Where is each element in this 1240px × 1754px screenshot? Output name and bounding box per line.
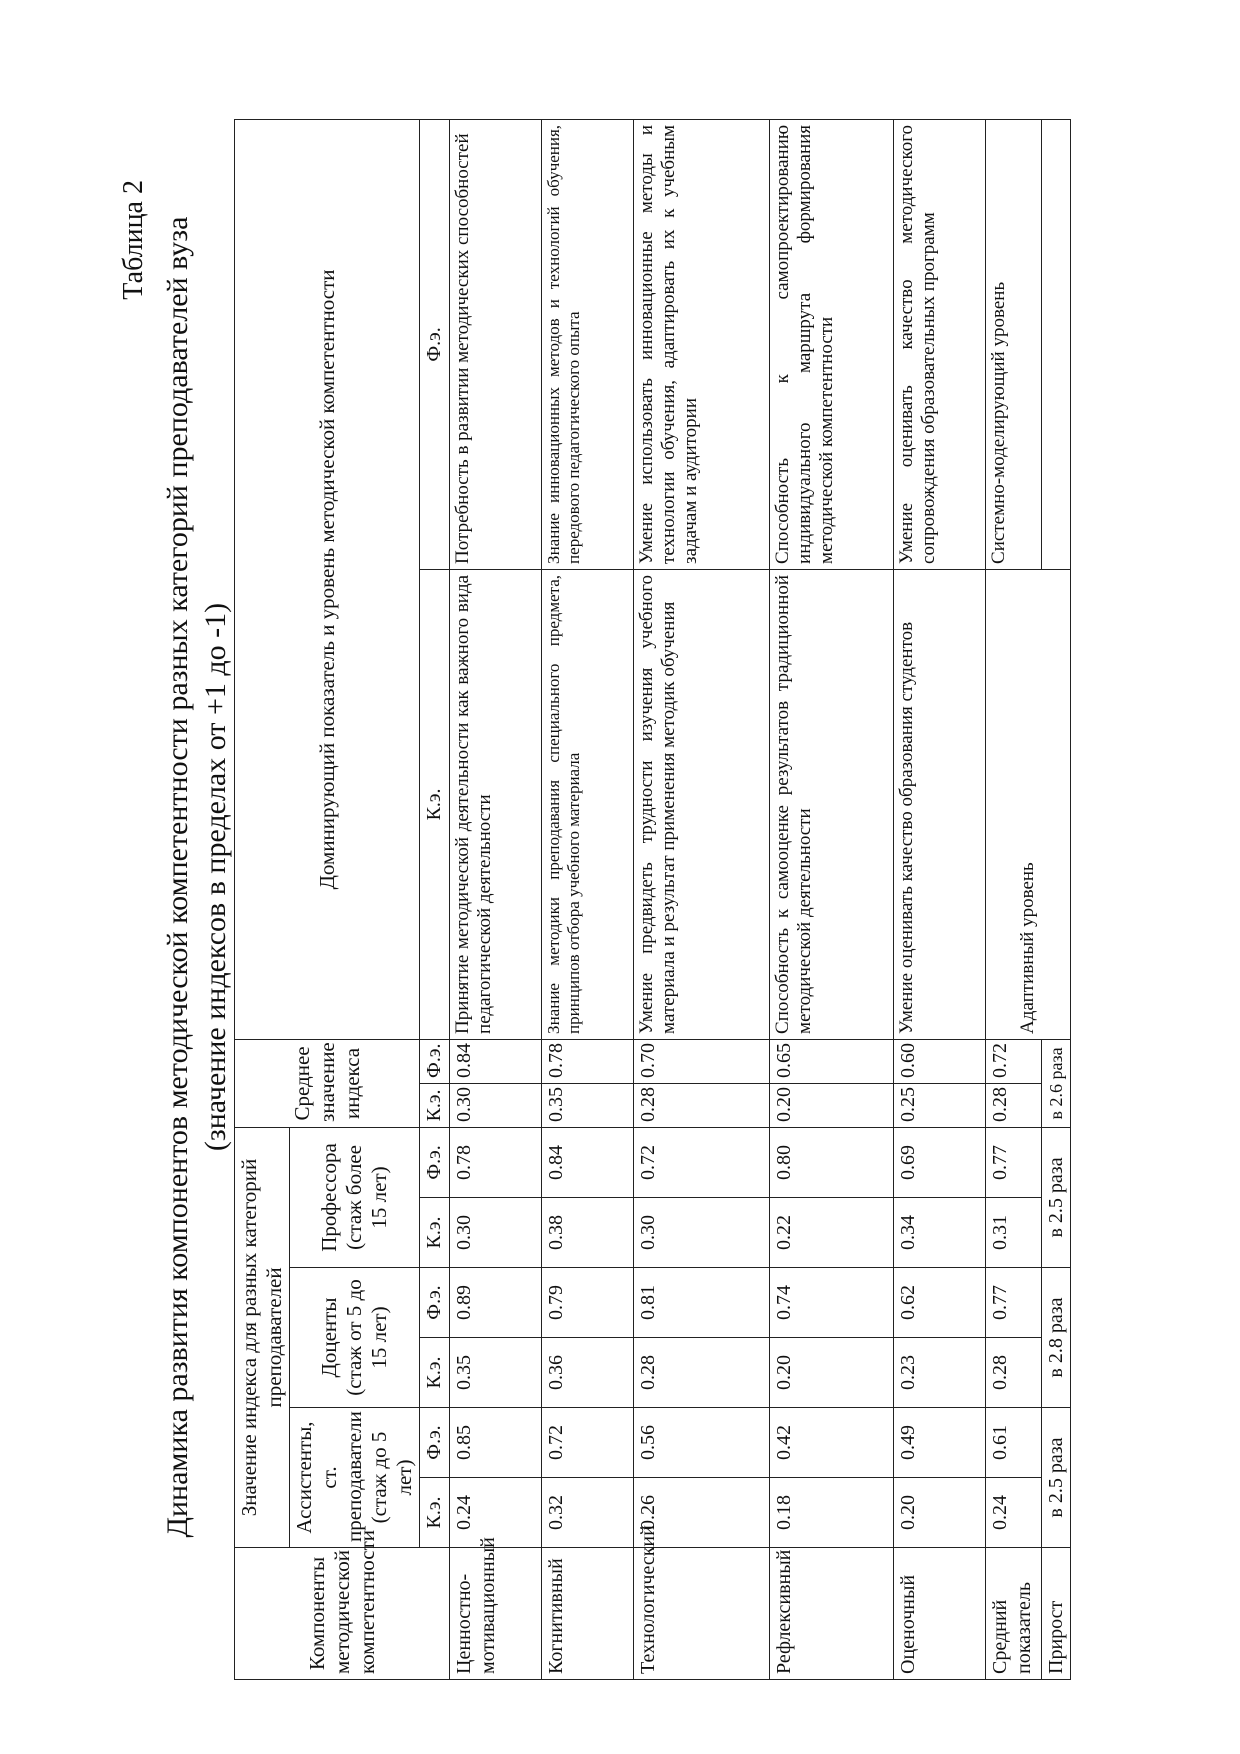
value-cell: 0.84 — [450, 1039, 542, 1083]
value-cell: 0.31 — [986, 1198, 1042, 1268]
ke-description: Адаптивный уровень — [986, 569, 1071, 1039]
header-dominant: Доминирующий показатель и уровень методической компетентности — [235, 119, 420, 1039]
table-row — [986, 119, 1042, 1679]
header-components: Компоненты методической компетентности — [235, 1548, 450, 1680]
value-cell: 0.77 — [986, 1268, 1042, 1338]
value-cell: 0.79 — [542, 1268, 634, 1338]
ke-description: Знание методики преподавания специального предмета, принципов отбора учебного материала — [542, 569, 634, 1039]
ke-description: Способность к самооценке результатов традиционной методической деятельности — [770, 569, 894, 1039]
header-fe: Ф.э. — [420, 1408, 450, 1478]
fe-description: Умение использовать инновационные методы и технологии обучения, адаптировать их к учебным задачам и аудитории — [634, 119, 770, 569]
value-cell: 0.38 — [542, 1198, 634, 1268]
table-row — [894, 119, 986, 1679]
value-cell: 0.20 — [770, 1338, 894, 1408]
table-row — [542, 119, 634, 1679]
header-professors: Профессора (стаж более 15 лет) — [290, 1127, 420, 1267]
value-cell: 0.56 — [634, 1408, 770, 1478]
growth-professors: в 2.5 раза — [1042, 1127, 1071, 1267]
value-cell: 0.49 — [894, 1408, 986, 1478]
component-name: Ценностно-мотивационный — [450, 1548, 542, 1680]
competence-table — [234, 119, 1071, 1680]
component-name: Рефлексивный — [770, 1548, 894, 1680]
growth-average: в 2.6 раза — [1042, 1039, 1071, 1127]
header-ke: К.э. — [420, 1198, 450, 1268]
header-docents: Доценты (стаж от 5 до 15 лет) — [290, 1268, 420, 1408]
ke-description: Умение предвидеть трудности изучения учебного материала и результат применения методик обучения — [634, 569, 770, 1039]
header-ke: К.э. — [420, 1338, 450, 1408]
value-cell: 0.72 — [542, 1408, 634, 1478]
value-cell: 0.30 — [450, 1083, 542, 1127]
value-cell: 0.72 — [634, 1127, 770, 1197]
growth-label: Прирост — [1042, 1548, 1071, 1680]
header-assistants: Ассистенты, ст. преподаватели (стаж до 5 лет) — [290, 1408, 420, 1548]
ke-description: Принятие методической деятельности как важного вида педагогической деятельности — [450, 569, 542, 1039]
component-name: Технологический — [634, 1548, 770, 1680]
header-row-1 — [235, 119, 290, 1679]
table-title: Динамика развития компонентов методической компетентности разных категорий преподавателей вуза — [161, 216, 194, 1538]
value-cell: 0.36 — [542, 1338, 634, 1408]
growth-empty-cell — [1042, 119, 1071, 569]
fe-description: Системно-моделирующий уровень — [986, 119, 1042, 569]
value-cell: 0.35 — [450, 1338, 542, 1408]
value-cell: 0.20 — [894, 1478, 986, 1548]
value-cell: 0.60 — [894, 1039, 986, 1083]
component-name: Когнитивный — [542, 1548, 634, 1680]
header-fe: Ф.э. — [420, 119, 450, 569]
fe-description: Потребность в развитии методических способностей — [450, 119, 542, 569]
value-cell: 0.22 — [770, 1198, 894, 1268]
value-cell: 0.28 — [634, 1083, 770, 1127]
table-row — [634, 119, 770, 1679]
value-cell: 0.26 — [634, 1478, 770, 1548]
value-cell: 0.20 — [770, 1083, 894, 1127]
fe-description: Умение оценивать качество методического сопровождения образовательных программ — [894, 119, 986, 569]
header-ke: К.э. — [420, 1083, 450, 1127]
fe-description: Способность к самопроектированию индивидуального маршрута формирования методической компетентности — [770, 119, 894, 569]
value-cell: 0.28 — [986, 1083, 1042, 1127]
value-cell: 0.74 — [770, 1268, 894, 1338]
table-row — [770, 119, 894, 1679]
header-row-3 — [420, 119, 450, 1679]
component-name: Средний показатель — [986, 1548, 1042, 1680]
value-cell: 0.70 — [634, 1039, 770, 1083]
value-cell: 0.24 — [450, 1478, 542, 1548]
value-cell: 0.30 — [634, 1198, 770, 1268]
value-cell: 0.78 — [450, 1127, 542, 1197]
table-row — [450, 119, 542, 1679]
value-cell: 0.42 — [770, 1408, 894, 1478]
value-cell: 0.89 — [450, 1268, 542, 1338]
value-cell: 0.28 — [634, 1338, 770, 1408]
table-subtitle: (значение индексов в пределах от +1 до -1) — [199, 602, 232, 1152]
header-average: Среднее значение индекса — [235, 1039, 420, 1127]
header-ke: К.э. — [420, 1478, 450, 1548]
header-fe: Ф.э. — [420, 1039, 450, 1083]
value-cell: 0.35 — [542, 1083, 634, 1127]
growth-docents: в 2.8 раза — [1042, 1268, 1071, 1408]
value-cell: 0.25 — [894, 1083, 986, 1127]
fe-description: Знание инновационных методов и технологий обучения, передового педагогического опыта — [542, 119, 634, 569]
component-name: Оценочный — [894, 1548, 986, 1680]
value-cell: 0.61 — [986, 1408, 1042, 1478]
table-label: Таблица 2 — [118, 180, 149, 300]
header-fe: Ф.э. — [420, 1268, 450, 1338]
value-cell: 0.65 — [770, 1039, 894, 1083]
ke-description: Умение оценивать качество образования студентов — [894, 569, 986, 1039]
value-cell: 0.34 — [894, 1198, 986, 1268]
value-cell: 0.69 — [894, 1127, 986, 1197]
value-cell: 0.77 — [986, 1127, 1042, 1197]
value-cell: 0.78 — [542, 1039, 634, 1083]
value-cell: 0.62 — [894, 1268, 986, 1338]
value-cell: 0.23 — [894, 1338, 986, 1408]
value-cell: 0.81 — [634, 1268, 770, 1338]
header-fe: Ф.э. — [420, 1127, 450, 1197]
value-cell: 0.85 — [450, 1408, 542, 1478]
growth-assistants: в 2.5 раза — [1042, 1408, 1071, 1548]
value-cell: 0.72 — [986, 1039, 1042, 1083]
header-ke: К.э. — [420, 569, 450, 1039]
header-index-group: Значение индекса для разных категорий преподавателей — [235, 1127, 290, 1547]
value-cell: 0.24 — [986, 1478, 1042, 1548]
value-cell: 0.84 — [542, 1127, 634, 1197]
value-cell: 0.32 — [542, 1478, 634, 1548]
value-cell: 0.18 — [770, 1478, 894, 1548]
value-cell: 0.80 — [770, 1127, 894, 1197]
value-cell: 0.28 — [986, 1338, 1042, 1408]
value-cell: 0.30 — [450, 1198, 542, 1268]
